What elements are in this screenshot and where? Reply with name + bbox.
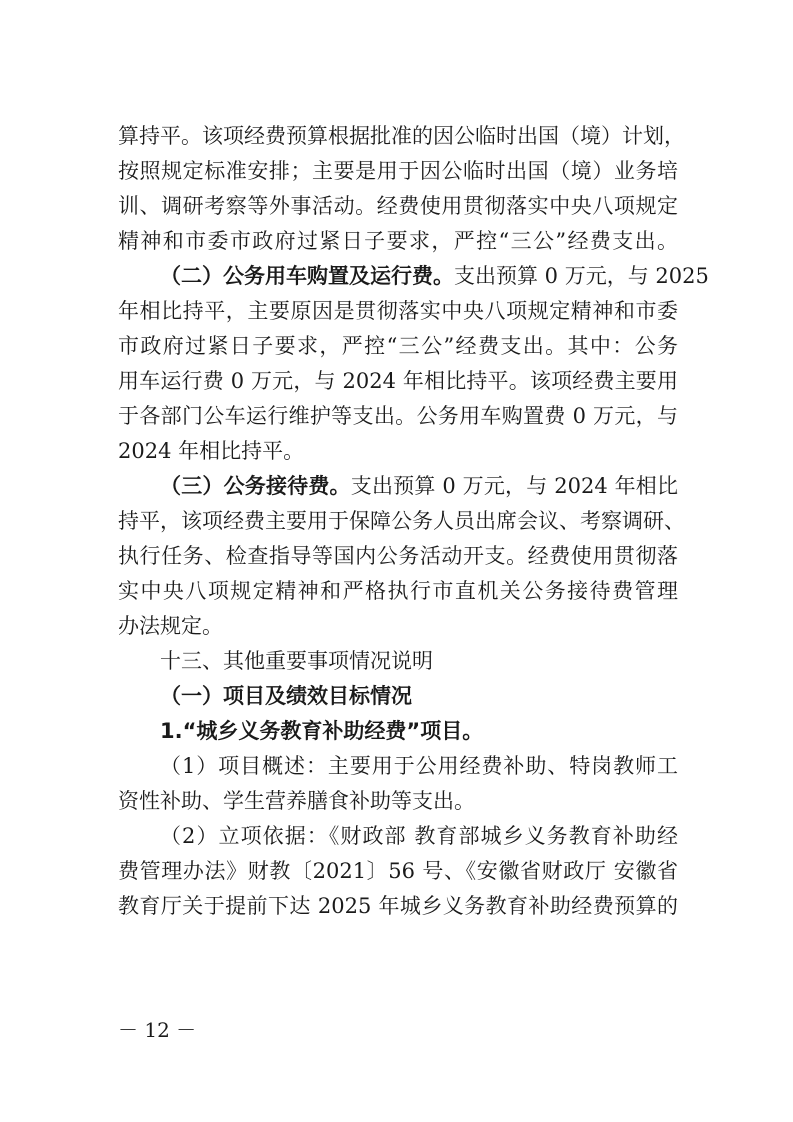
section3-line-2: 执行任务、检查指导等国内公务活动开支。经费使用贯彻落 xyxy=(118,544,678,568)
section2-first-line xyxy=(160,263,709,289)
section2-first-line-rest: 支出预算 0 万元，与 2025 xyxy=(454,264,709,288)
item2-line-1: （2）立项依据：《财政部 教育部城乡义务教育补助经 xyxy=(160,824,678,848)
section3-line-1: 持平，该项经费主要用于保障公务人员出席会议、考察调研、 xyxy=(118,509,685,533)
section13-title: 十三、其他重要事项情况说明 xyxy=(160,649,433,673)
item1-line-1: （1）项目概述：主要用于公用经费补助、特岗教师工 xyxy=(160,754,678,778)
body-line-2: 按照规定标准安排；主要是用于因公临时出国（境）业务培 xyxy=(118,159,678,183)
section2-line-3: 用车运行费 0 万元，与 2024 年相比持平。该项经费主要用 xyxy=(118,369,678,393)
section3-first-line xyxy=(160,473,678,499)
section3-line-4: 办法规定。 xyxy=(118,614,223,638)
subsection1-title: （一）项目及绩效目标情况 xyxy=(160,684,412,708)
section2-heading: （二）公务用车购置及运行费。 xyxy=(160,264,454,288)
section3-line-3: 实中央八项规定精神和严格执行市直机关公务接待费管理 xyxy=(118,579,678,603)
item2-line-3: 教育厅关于提前下达 2025 年城乡义务教育补助经费预算的 xyxy=(118,894,678,918)
page-number: － 12 － xyxy=(118,1018,197,1042)
section3-heading: （三）公务接待费。 xyxy=(160,474,351,498)
project1-title: 1.“城乡义务教育补助经费”项目。 xyxy=(160,719,484,743)
item1-line-2: 资性补助、学生营养膳食补助等支出。 xyxy=(118,789,475,813)
body-line-3: 训、调研考察等外事活动。经费使用贯彻落实中央八项规定 xyxy=(118,194,678,218)
item2-line-2: 费管理办法》财教〔2021〕56 号、《安徽省财政厅 安徽省 xyxy=(118,859,678,883)
section2-line-4: 于各部门公车运行维护等支出。公务用车购置费 0 万元，与 xyxy=(118,404,678,428)
section2-line-5: 2024 年相比持平。 xyxy=(118,439,305,463)
section2-line-2: 市政府过紧日子要求，严控“三公”经费支出。其中：公务 xyxy=(118,334,678,358)
body-line-4: 精神和市委市政府过紧日子要求，严控“三公”经费支出。 xyxy=(118,229,678,253)
body-line-1: 算持平。该项经费预算根据批准的因公临时出国（境）计划， xyxy=(118,124,685,148)
section3-first-line-rest: 支出预算 0 万元，与 2024 年相比 xyxy=(350,474,678,498)
section2-line-1: 年相比持平，主要原因是贯彻落实中央八项规定精神和市委 xyxy=(118,299,678,323)
